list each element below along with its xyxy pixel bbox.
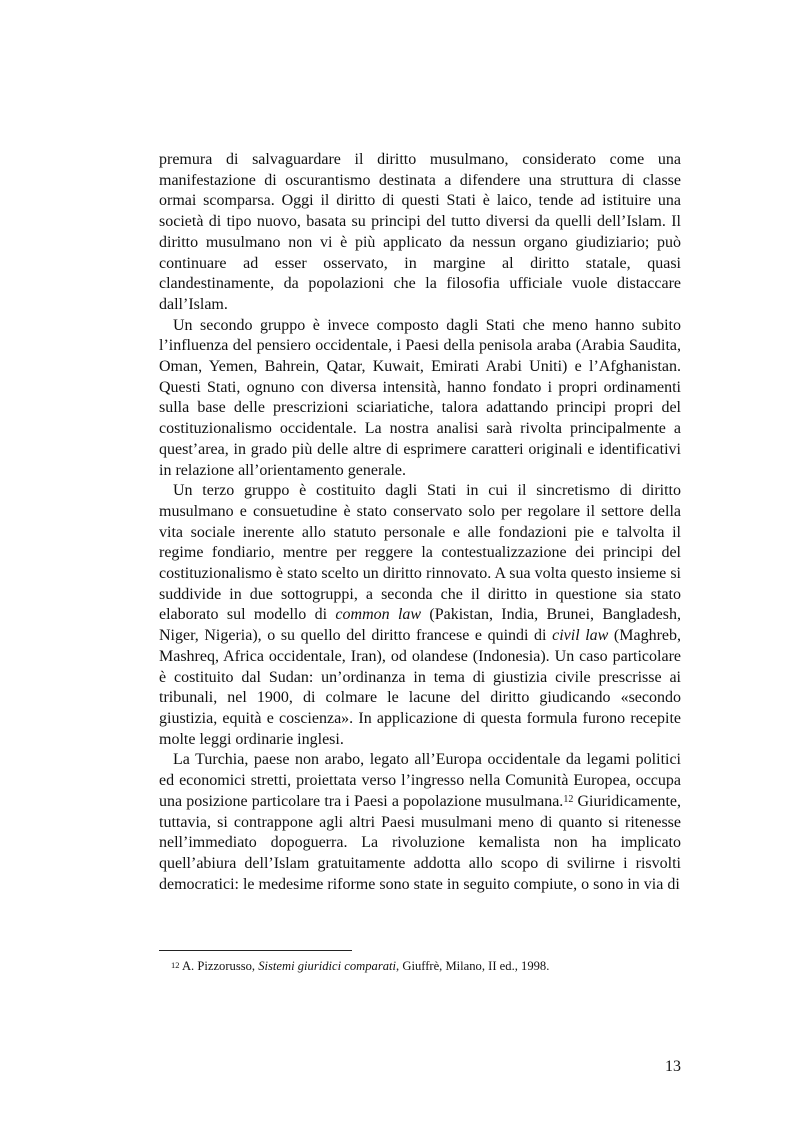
- paragraph-3-text-c: (Maghreb, Mashreq, Africa occidentale, Iran), od olandese (Indonesia). Un caso particolare è costituito dal Sudan: un’ordinanza in tema di giustizia civile prescrisse ai tribunali, nel 1900, di colmare le lacune del diritto giudicando «secondo giustizia, equità e coscienza». In applicazione di questa formula furono recepite molte leggi ordinarie inglesi.: [159, 627, 682, 748]
- paragraph-3-text-b: (Pakistan, India, Brunei, Bangladesh, Niger, Nigeria), o su quello del diritto francese e quindi di: [159, 606, 682, 645]
- paragraph-4-text-b: Giuridicamente, tuttavia, si contrappone agli altri Paesi musulmani meno di quanto si ritenesse nell’immediato dopoguerra. La rivoluzione kemalista non ha implicato quell’abiura dell’Islam gratuitamente addotta allo scopo di svilirne i risvolti democratici: le medesime riforme sono state in seguito compiute, o sono in via di: [159, 792, 681, 893]
- page-number: 13: [665, 1058, 681, 1075]
- paragraph-4-text-a: La Turchia, paese non arabo, legato all’Europa occidentale da legami politici ed economici stretti, proiettata verso l’ingresso nella Comunità Europea, occupa una posizione particolare tra i Paesi a popolazione musulmana.: [159, 751, 681, 810]
- term-common-law: common law: [335, 606, 422, 624]
- paragraph-3: [159, 481, 681, 750]
- paragraph-2: Un secondo gruppo è invece composto dagli Stati che meno hanno subito l’influenza del pensiero occidentale, i Paesi della penisola araba (Arabia Saudita, Oman, Yemen, Bahrein, Qatar, Kuwait, Emirati Arabi Uniti) e l’Afghanistan. Questi Stati, ognuno con diversa intensità, hanno fondato i propri ordinamenti sulla base delle prescrizioni sciariatiche, talora adattando principi propri del costituzionalismo occidentale. La nostra analisi sarà rivolta principalmente a quest’area, in grado più delle altre di esprimere caratteri originali e identificativi in relazione all’orientamento generale.: [159, 316, 681, 479]
- body-text: [159, 150, 681, 895]
- footnote: [159, 958, 681, 974]
- footnote-reference: 12: [563, 793, 574, 805]
- paragraph-4: [159, 750, 681, 895]
- footnote-publisher: , Giuffrè, Milano, II ed., 1998.: [396, 959, 550, 973]
- footnote-number: 12: [171, 960, 180, 970]
- footnote-divider: [159, 950, 352, 951]
- footnote-author: A. Pizzorusso,: [179, 959, 259, 973]
- paragraph-3-text-a: Un terzo gruppo è costituito dagli Stati in cui il sincretismo di diritto musulmano e consuetudine è stato conservato solo per regolare il settore della vita sociale inerente allo statuto personale e alle fondazioni pie e talvolta il regime fondiario, mentre per reggere la contestualizzazione dei principi del costituzionalismo è stato scelto un diritto rinnovato. A sua volta questo insieme si suddivide in due sottogruppi, a seconda che il diritto in questione sia stato elaborato sul modello di: [159, 482, 681, 624]
- footnote-title: Sistemi giuridici comparati: [258, 959, 397, 973]
- term-civil-law: civil law: [552, 627, 609, 645]
- paragraph-1: premura di salvaguardare il diritto musulmano, considerato come una manifestazione di oscurantismo destinata a difendere una struttura di classe ormai scomparsa. Oggi il diritto di questi Stati è laico, tende ad istituire una società di tipo nuovo, basata su principi del tutto diversi da quelli dell’Islam. Il diritto musulmano non vi è più applicato da nessun organo giudiziario; può continuare ad esser osservato, in margine al diritto statale, quasi clandestinamente, da popolazioni che la filosofia ufficiale vuole distaccare dall’Islam.: [159, 151, 681, 313]
